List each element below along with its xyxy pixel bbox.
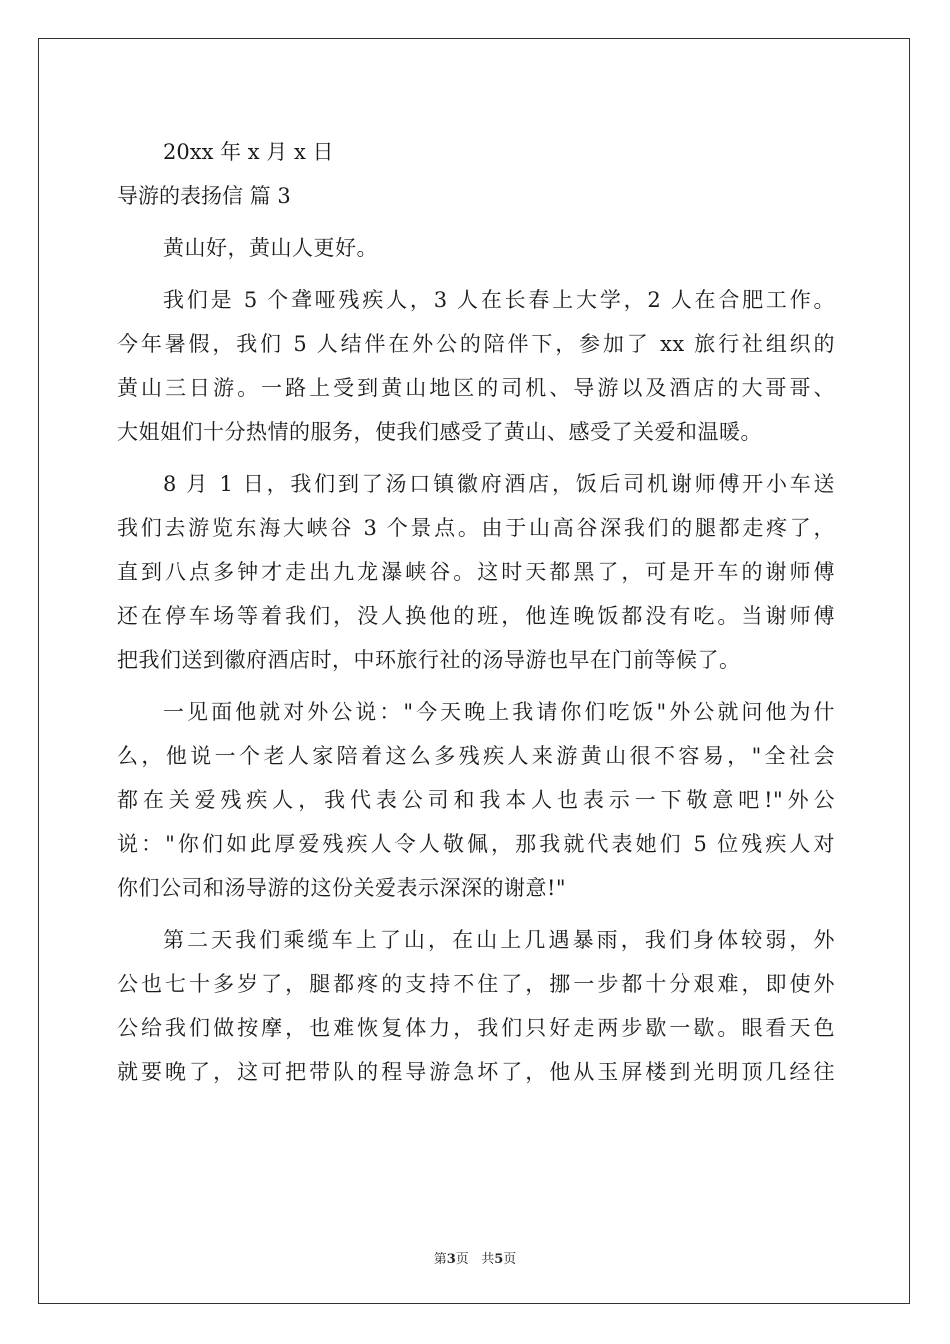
paragraph-line: 8 月 1 日，我们到了汤口镇徽府酒店，饭后司机谢师傅开小车送 (163, 472, 835, 496)
paragraph-line: 第二天我们乘缆车上了山，在山上几遇暴雨，我们身体较弱，外 (163, 928, 835, 952)
paragraph-line: 黄山三日游。一路上受到黄山地区的司机、导游以及酒店的大哥哥、 (117, 376, 835, 400)
paragraph-line: 大姐姐们十分热情的服务，使我们感受了黄山、感受了关爱和温暖。 (117, 420, 762, 444)
footer-page-word: 页 (455, 1252, 469, 1267)
current-page-number: 3 (446, 1252, 456, 1267)
paragraph (117, 918, 835, 1094)
paragraph-line: 公也七十多岁了，腿都疼的支持不住了，挪一步都十分艰难，即使外 (117, 972, 835, 996)
paragraph-line: 说："你们如此厚爱残疾人令人敬佩，那我就代表她们 5 位残疾人对 (117, 832, 835, 856)
paragraph-line: 么，他说一个老人家陪着这么多残疾人来游黄山很不容易，"全社会 (117, 744, 835, 768)
paragraph-line: 把我们送到徽府酒店时，中环旅行社的汤导游也早在门前等候了。 (117, 648, 741, 672)
letter-title: 导游的表扬信 篇 3 (117, 184, 291, 208)
paragraph (117, 462, 835, 682)
footer-total-word: 页 (503, 1252, 517, 1267)
footer-total-prefix: 共 (481, 1252, 495, 1267)
paragraph-line: 今年暑假，我们 5 人结伴在外公的陪伴下，参加了 xx 旅行社组织的 (117, 332, 835, 356)
paragraph-line: 一见面他就对外公说："今天晚上我请你们吃饭"外公就问他为什 (163, 700, 835, 724)
paragraph-line: 我们是 5 个聋哑残疾人，3 人在长春上大学，2 人在合肥工作。 (163, 288, 835, 312)
paragraph (117, 226, 835, 270)
paragraph-line: 你们公司和汤导游的这份关爱表示深深的谢意!" (117, 876, 567, 900)
paragraph-line: 还在停车场等着我们，没人换他的班，他连晚饭都没有吃。当谢师傅 (117, 604, 835, 628)
paragraph-line: 直到八点多钟才走出九龙瀑峡谷。这时天都黑了，可是开车的谢师傅 (117, 560, 835, 584)
paragraph-line: 都在关爱残疾人，我代表公司和我本人也表示一下敬意吧!"外公 (117, 788, 835, 812)
paragraph (117, 278, 835, 454)
letter-date: 20xx 年 x 月 x 日 (163, 140, 334, 164)
total-pages-number: 5 (494, 1252, 504, 1267)
letter-body (117, 226, 835, 1094)
paragraph (117, 690, 835, 910)
paragraph-line: 就要晚了，这可把带队的程导游急坏了，他从玉屏楼到光明顶几经往 (117, 1060, 835, 1084)
footer-prefix: 第 (433, 1252, 447, 1267)
paragraph-line: 黄山好，黄山人更好。 (163, 236, 378, 260)
paragraph-line: 公给我们做按摩，也难恢复体力，我们只好走两步歇一歇。眼看天色 (117, 1016, 835, 1040)
paragraph-line: 我们去游览东海大峡谷 3 个景点。由于山高谷深我们的腿都走疼了， (117, 516, 835, 540)
page-footer (0, 1248, 950, 1267)
